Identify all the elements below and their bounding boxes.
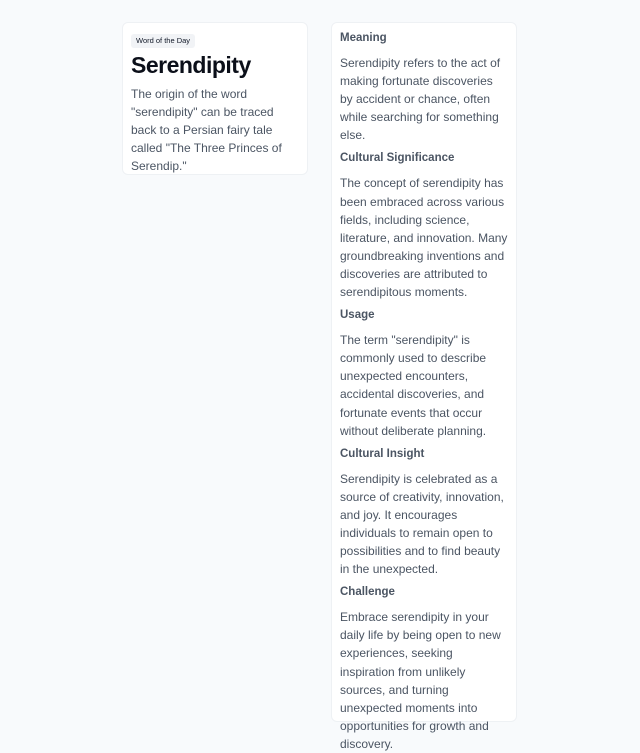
cultural-insight-heading: Cultural Insight xyxy=(340,447,425,460)
cultural-significance-section xyxy=(340,150,508,301)
meaning-heading: Meaning xyxy=(340,32,387,44)
usage-section xyxy=(340,307,508,440)
meaning-section xyxy=(340,30,508,144)
cultural-insight-section xyxy=(340,446,508,579)
cultural-significance-heading: Cultural Significance xyxy=(340,152,455,165)
challenge-heading: Challenge xyxy=(340,586,395,599)
meaning-text: Serendipity refers to the act of making fortunate discoveries by accident or chance, often while searching for something else. xyxy=(340,56,501,143)
cultural-significance-text: The concept of serendipity has been embraced across various fields, including science, literature, and innovation. Many groundbreaking inventions and discoveries are attributed to serendipitous moments. xyxy=(340,176,508,300)
usage-text: The term "serendipity" is commonly used to describe unexpected encounters, accidental discoveries, and fortunate events that occur without deliberate planning. xyxy=(340,333,487,438)
word-title: Serendipity xyxy=(131,52,251,78)
word-of-the-day-card xyxy=(122,22,308,175)
usage-heading: Usage xyxy=(340,309,375,322)
challenge-text: Embrace serendipity in your daily life by being open to new experiences, seeking inspiration from unlikely sources, and turning unexpected moments into opportunities for growth and discovery. xyxy=(340,610,501,751)
cultural-insight-text: Serendipity is celebrated as a source of creativity, innovation, and joy. It encourages individuals to remain open to possibilities and to find beauty in the unexpected. xyxy=(340,471,504,577)
word-details-card xyxy=(331,22,517,751)
challenge-section xyxy=(340,584,508,753)
word-origin-text: The origin of the word "serendipity" can be traced back to a Persian fairy tale called "The Three Princes of Serendip." xyxy=(131,87,282,173)
word-of-the-day-badge: Word of the Day xyxy=(131,34,195,48)
